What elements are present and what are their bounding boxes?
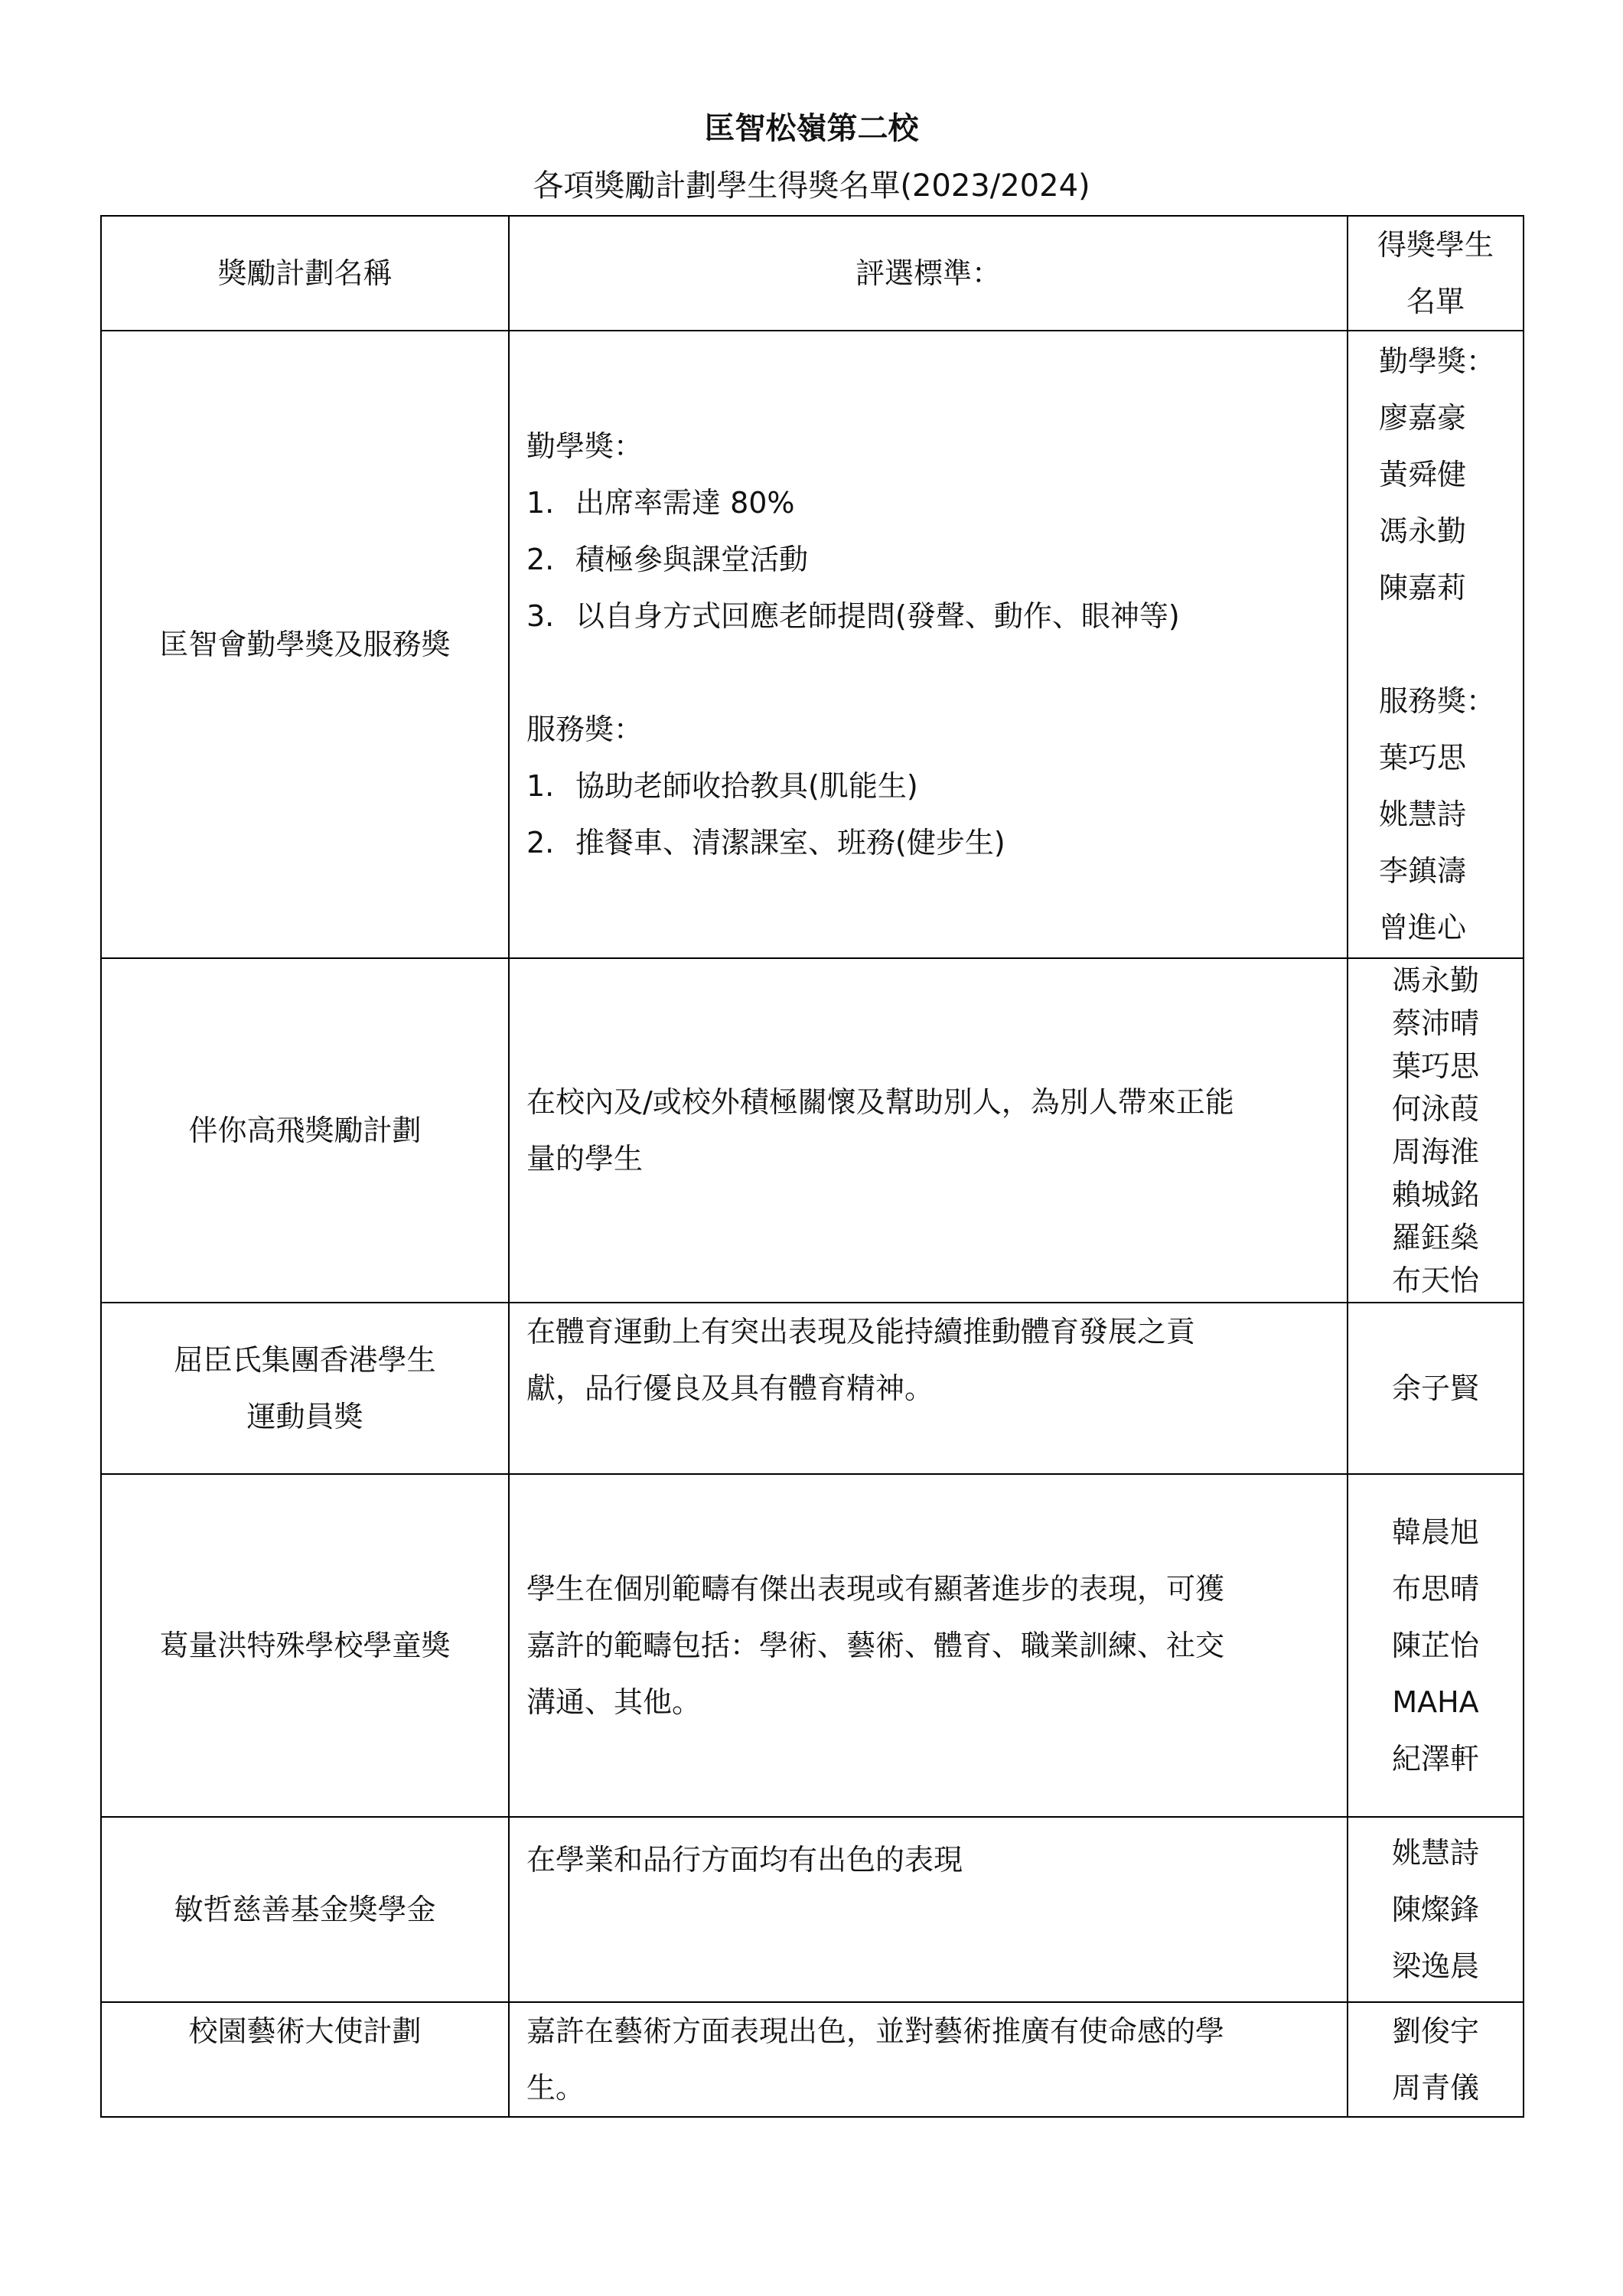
award-winners [1348,331,1524,958]
awards-table [100,215,1524,2118]
winner-name: 周青儀 [1391,2071,1479,2105]
award-winners [1348,2002,1524,2117]
award-winners [1348,958,1524,1303]
table-row [101,958,1524,1303]
winner-name: 羅鈺燊 [1391,1221,1479,1254]
criteria-line: 獻，品行優良及具有體育精神。 [526,1371,934,1405]
table-row [101,1817,1524,2002]
award-winners [1348,1817,1524,2002]
winner-name: 何泳葭 [1391,1092,1479,1126]
criteria-line: 嘉許的範疇包括：學術、藝術、體育、職業訓練、社交 [526,1629,1225,1662]
winner-name: 陳燦鋒 [1391,1893,1479,1926]
header-winners [1348,216,1524,331]
header-winners-line: 名單 [1406,285,1465,318]
list-item: 3. 以自身方式回應老師提問(發聲、動作、眼神等) [526,599,1180,633]
winner-name: 黃舜健 [1379,458,1467,491]
winner-name: 余子賢 [1391,1371,1479,1405]
award-criteria [509,1474,1348,1817]
list-item: 2. 推餐車、清潔課室、班務(健步生) [526,826,1005,859]
award-name: 敏哲慈善基金獎學金 [101,1817,509,2002]
winner-name: MAHA [1392,1685,1479,1719]
criteria-line: 在校內及/或校外積極關懷及幫助別人，為別人帶來正能 [526,1085,1234,1119]
winner-name: 葉巧思 [1391,1049,1479,1083]
table-row [101,2002,1524,2117]
document-subtitle: 各項獎勵計劃學生得獎名單(2023/2024) [533,168,1090,204]
winner-name: 姚慧詩 [1379,797,1467,831]
criteria-line: 生。 [526,2071,585,2105]
winners-group-title: 服務獎： [1379,684,1496,718]
award-criteria [509,958,1348,1303]
award-winners [1348,1303,1524,1474]
criteria-line: 量的學生 [526,1142,644,1176]
award-criteria [509,2002,1348,2117]
winner-name: 賴城銘 [1391,1178,1479,1212]
winner-name: 布思晴 [1391,1572,1479,1606]
award-criteria [509,331,1348,958]
winner-name: 韓晨旭 [1391,1515,1479,1549]
winner-name: 布天怡 [1391,1264,1479,1297]
winner-name: 劉俊宇 [1391,2014,1479,2048]
award-name: 葛量洪特殊學校學童獎 [101,1474,509,1817]
winner-name: 陳芷怡 [1391,1629,1479,1662]
winner-name: 姚慧詩 [1391,1836,1479,1870]
award-criteria [509,1303,1348,1474]
winner-name: 葉巧思 [1379,741,1467,775]
winner-name: 蔡沛晴 [1391,1006,1479,1040]
header-criteria: 評選標準： [509,216,1348,331]
winner-name: 馮永勤 [1391,964,1479,997]
winner-name: 梁逸晨 [1391,1949,1479,1983]
criteria-line: 在學業和品行方面均有出色的表現 [526,1843,963,1877]
header-award-name: 獎勵計劃名稱 [101,216,509,331]
winner-name: 曾進心 [1379,911,1467,944]
table-row [101,331,1524,958]
award-name-line: 運動員獎 [246,1400,363,1433]
criteria-line: 在體育運動上有突出表現及能持續推動體育發展之貢 [526,1315,1196,1349]
table-header-row [101,216,1524,331]
criteria-line: 嘉許在藝術方面表現出色，並對藝術推廣有使命感的學 [526,2014,1225,2048]
winners-group-title: 勤學獎： [1379,344,1496,378]
award-criteria [509,1817,1348,2002]
winner-name: 周海淮 [1391,1135,1479,1169]
winner-name: 陳嘉莉 [1379,571,1467,605]
award-name: 伴你高飛獎勵計劃 [101,958,509,1303]
award-name [101,1303,509,1474]
table-row [101,1474,1524,1817]
award-name-line: 屈臣氏集團香港學生 [174,1343,436,1377]
document-title: 匡智松嶺第二校 [704,111,919,146]
winner-name: 馮永勤 [1379,514,1467,548]
header-winners-line: 得獎學生 [1377,228,1494,262]
criteria-line: 學生在個別範疇有傑出表現或有顯著進步的表現，可獲 [526,1572,1225,1606]
award-name: 匡智會勤學獎及服務獎 [101,331,509,958]
winner-name: 紀澤軒 [1391,1742,1479,1776]
table-row [101,1303,1524,1474]
criteria-group-title: 服務獎： [526,713,644,746]
award-winners [1348,1474,1524,1817]
list-item: 2. 積極參與課堂活動 [526,543,809,576]
list-item: 1. 協助老師收拾教具(肌能生) [526,769,918,803]
criteria-line: 溝通、其他。 [526,1685,702,1719]
winner-name: 廖嘉豪 [1379,401,1467,435]
winner-name: 李鎮濤 [1379,854,1467,888]
award-name: 校園藝術大使計劃 [101,2002,509,2117]
criteria-group-title: 勤學獎： [526,429,644,463]
list-item: 1. 出席率需達 80% [526,486,795,520]
